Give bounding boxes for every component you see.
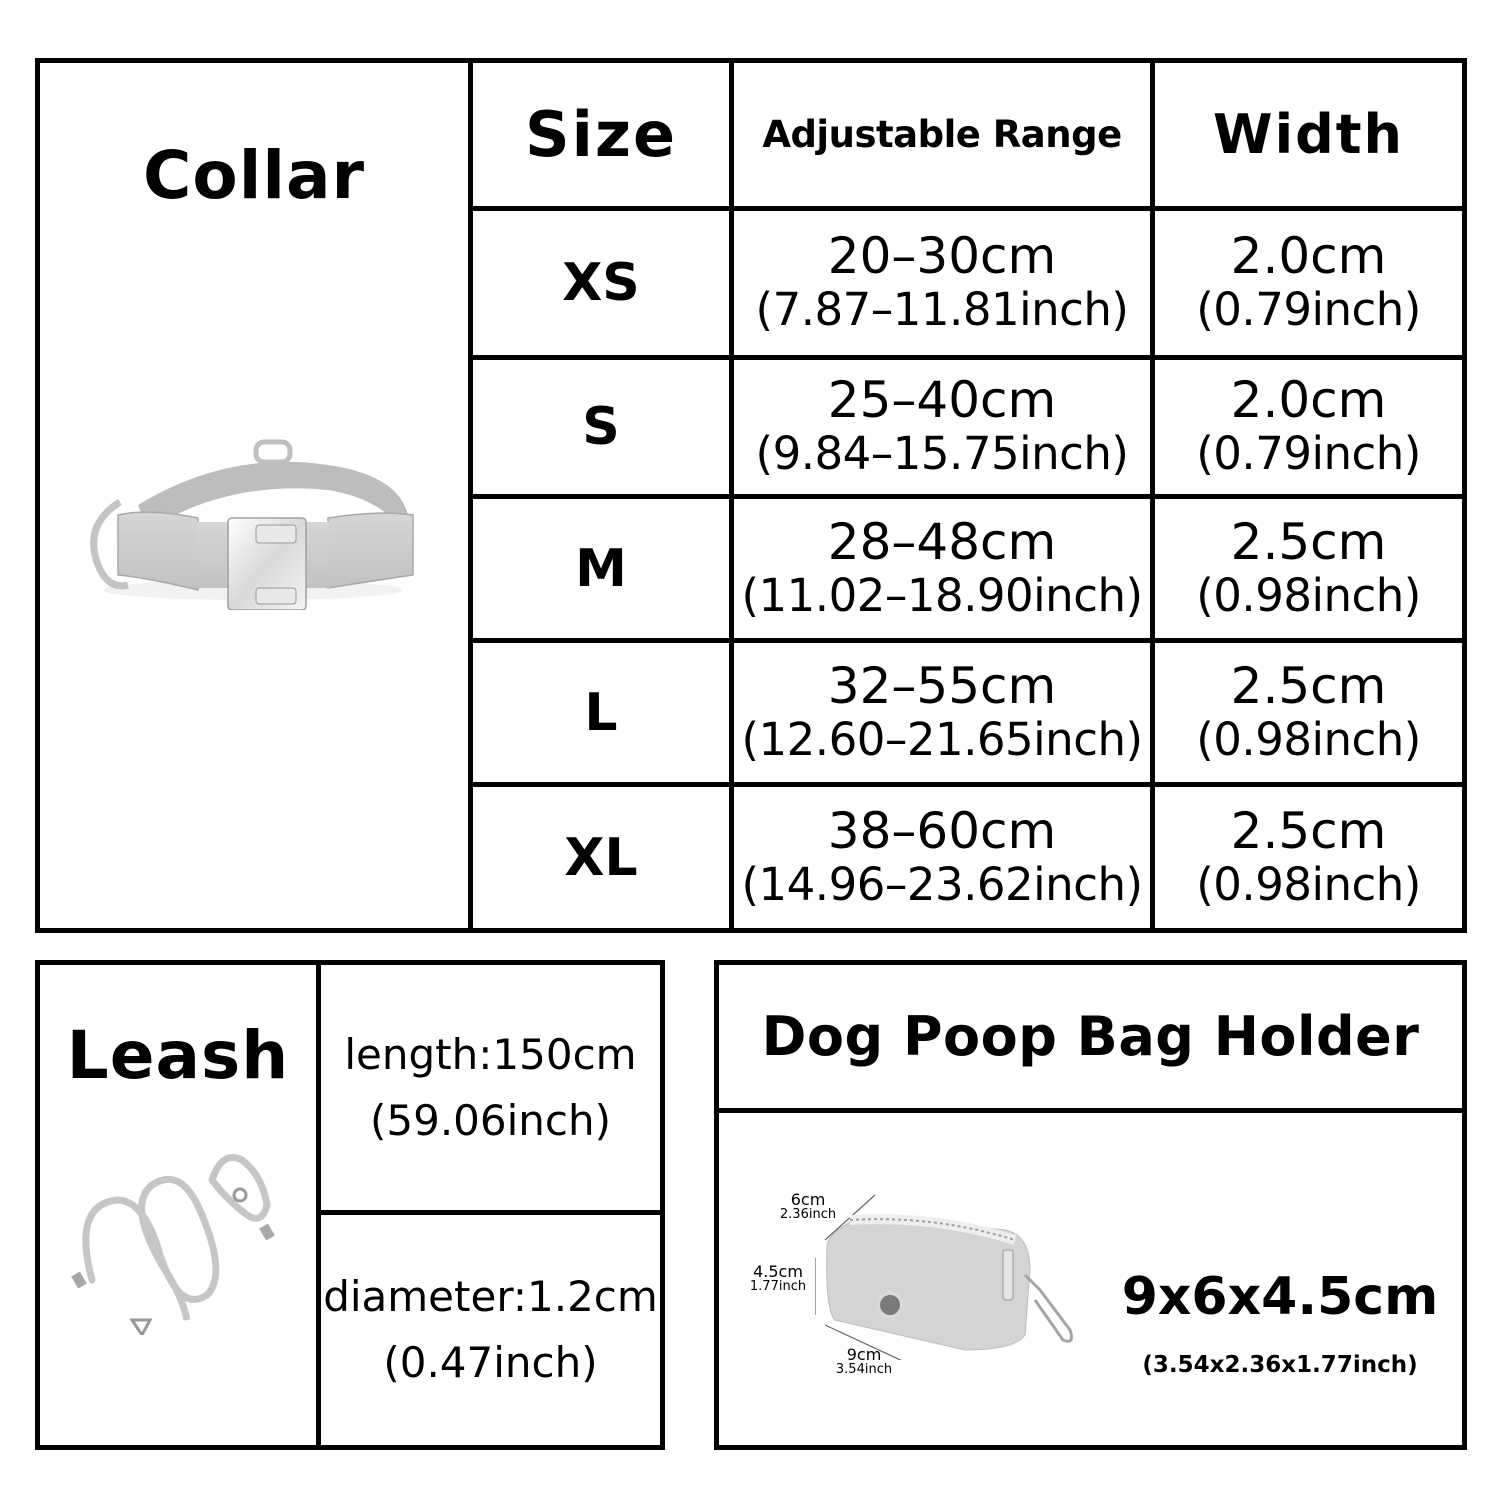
range-cell (734, 360, 1150, 494)
range-cell (734, 211, 1150, 355)
poop-bag-holder-image (815, 1190, 1115, 1360)
header-size: Size (524, 98, 678, 171)
dim-label-length (824, 1347, 904, 1376)
size-cell: XL (564, 827, 638, 888)
dim-depth-cm: 6cm (790, 1190, 826, 1209)
leash-image (62, 1145, 292, 1335)
header-width: Width (1213, 103, 1404, 166)
leash-length-cell (321, 965, 660, 1210)
poop-bag-holder-title: Dog Poop Bag Holder (761, 1005, 1420, 1068)
collar-image (78, 430, 418, 610)
range-inch: (14.96–23.62inch) (741, 857, 1143, 911)
range-cell (734, 643, 1150, 782)
table-divider (714, 1108, 1467, 1113)
size-cell: L (584, 682, 618, 743)
range-inch: (9.84–15.75inch) (755, 427, 1129, 480)
width-cm: 2.0cm (1230, 371, 1387, 429)
range-cm: 32–55cm (827, 656, 1057, 715)
dim-label-height (738, 1264, 818, 1293)
dim-height-cm: 4.5cm (753, 1262, 803, 1281)
size-cell: M (575, 538, 627, 599)
collar-title: Collar (142, 136, 366, 214)
range-inch: (7.87–11.81inch) (755, 283, 1129, 336)
collar-icon (78, 430, 418, 610)
width-cell (1155, 211, 1462, 355)
range-inch: (12.60–21.65inch) (741, 712, 1143, 766)
width-inch: (0.98inch) (1196, 712, 1421, 766)
poop-bag-holder-icon (815, 1190, 1115, 1360)
leash-length-cm: length:150cm (344, 1029, 637, 1079)
range-cm: 20–30cm (827, 227, 1057, 285)
width-cell (1155, 787, 1462, 928)
leash-diameter-cm: diameter:1.2cm (323, 1272, 658, 1321)
width-cm: 2.0cm (1230, 227, 1387, 285)
leash-diameter-cell (321, 1215, 660, 1445)
poop-bag-size-inch: (3.54x2.36x1.77inch) (1142, 1352, 1418, 1378)
width-inch: (0.79inch) (1196, 427, 1421, 480)
dim-depth-inch: 2.36inch (779, 1207, 837, 1222)
width-cell (1155, 643, 1462, 782)
width-cell (1155, 499, 1462, 638)
header-adjustable-range: Adjustable Range (762, 113, 1122, 156)
range-cm: 28–48cm (827, 512, 1057, 571)
width-inch: (0.79inch) (1196, 283, 1421, 336)
width-cm: 2.5cm (1230, 656, 1387, 715)
range-cell (734, 787, 1150, 928)
range-inch: (11.02–18.90inch) (741, 568, 1143, 622)
leash-icon (62, 1145, 292, 1335)
leash-diameter-inch: (0.47inch) (383, 1338, 598, 1387)
range-cell (734, 499, 1150, 638)
width-cm: 2.5cm (1230, 512, 1387, 571)
width-inch: (0.98inch) (1196, 857, 1421, 911)
size-cell: XS (562, 253, 640, 313)
range-cm: 25–40cm (827, 371, 1057, 429)
dim-height-inch: 1.77inch (749, 1279, 807, 1294)
width-inch: (0.98inch) (1196, 568, 1421, 622)
range-cm: 38–60cm (827, 801, 1057, 860)
poop-bag-size-cm: 9x6x4.5cm (1121, 1267, 1439, 1327)
dim-length-inch: 3.54inch (835, 1362, 893, 1377)
leash-title: Leash (66, 1016, 290, 1094)
leash-length-inch: (59.06inch) (369, 1095, 611, 1145)
dim-label-depth (768, 1192, 848, 1221)
dim-length-cm: 9cm (846, 1345, 882, 1364)
width-cm: 2.5cm (1230, 801, 1387, 860)
size-cell: S (582, 397, 620, 457)
width-cell (1155, 360, 1462, 494)
